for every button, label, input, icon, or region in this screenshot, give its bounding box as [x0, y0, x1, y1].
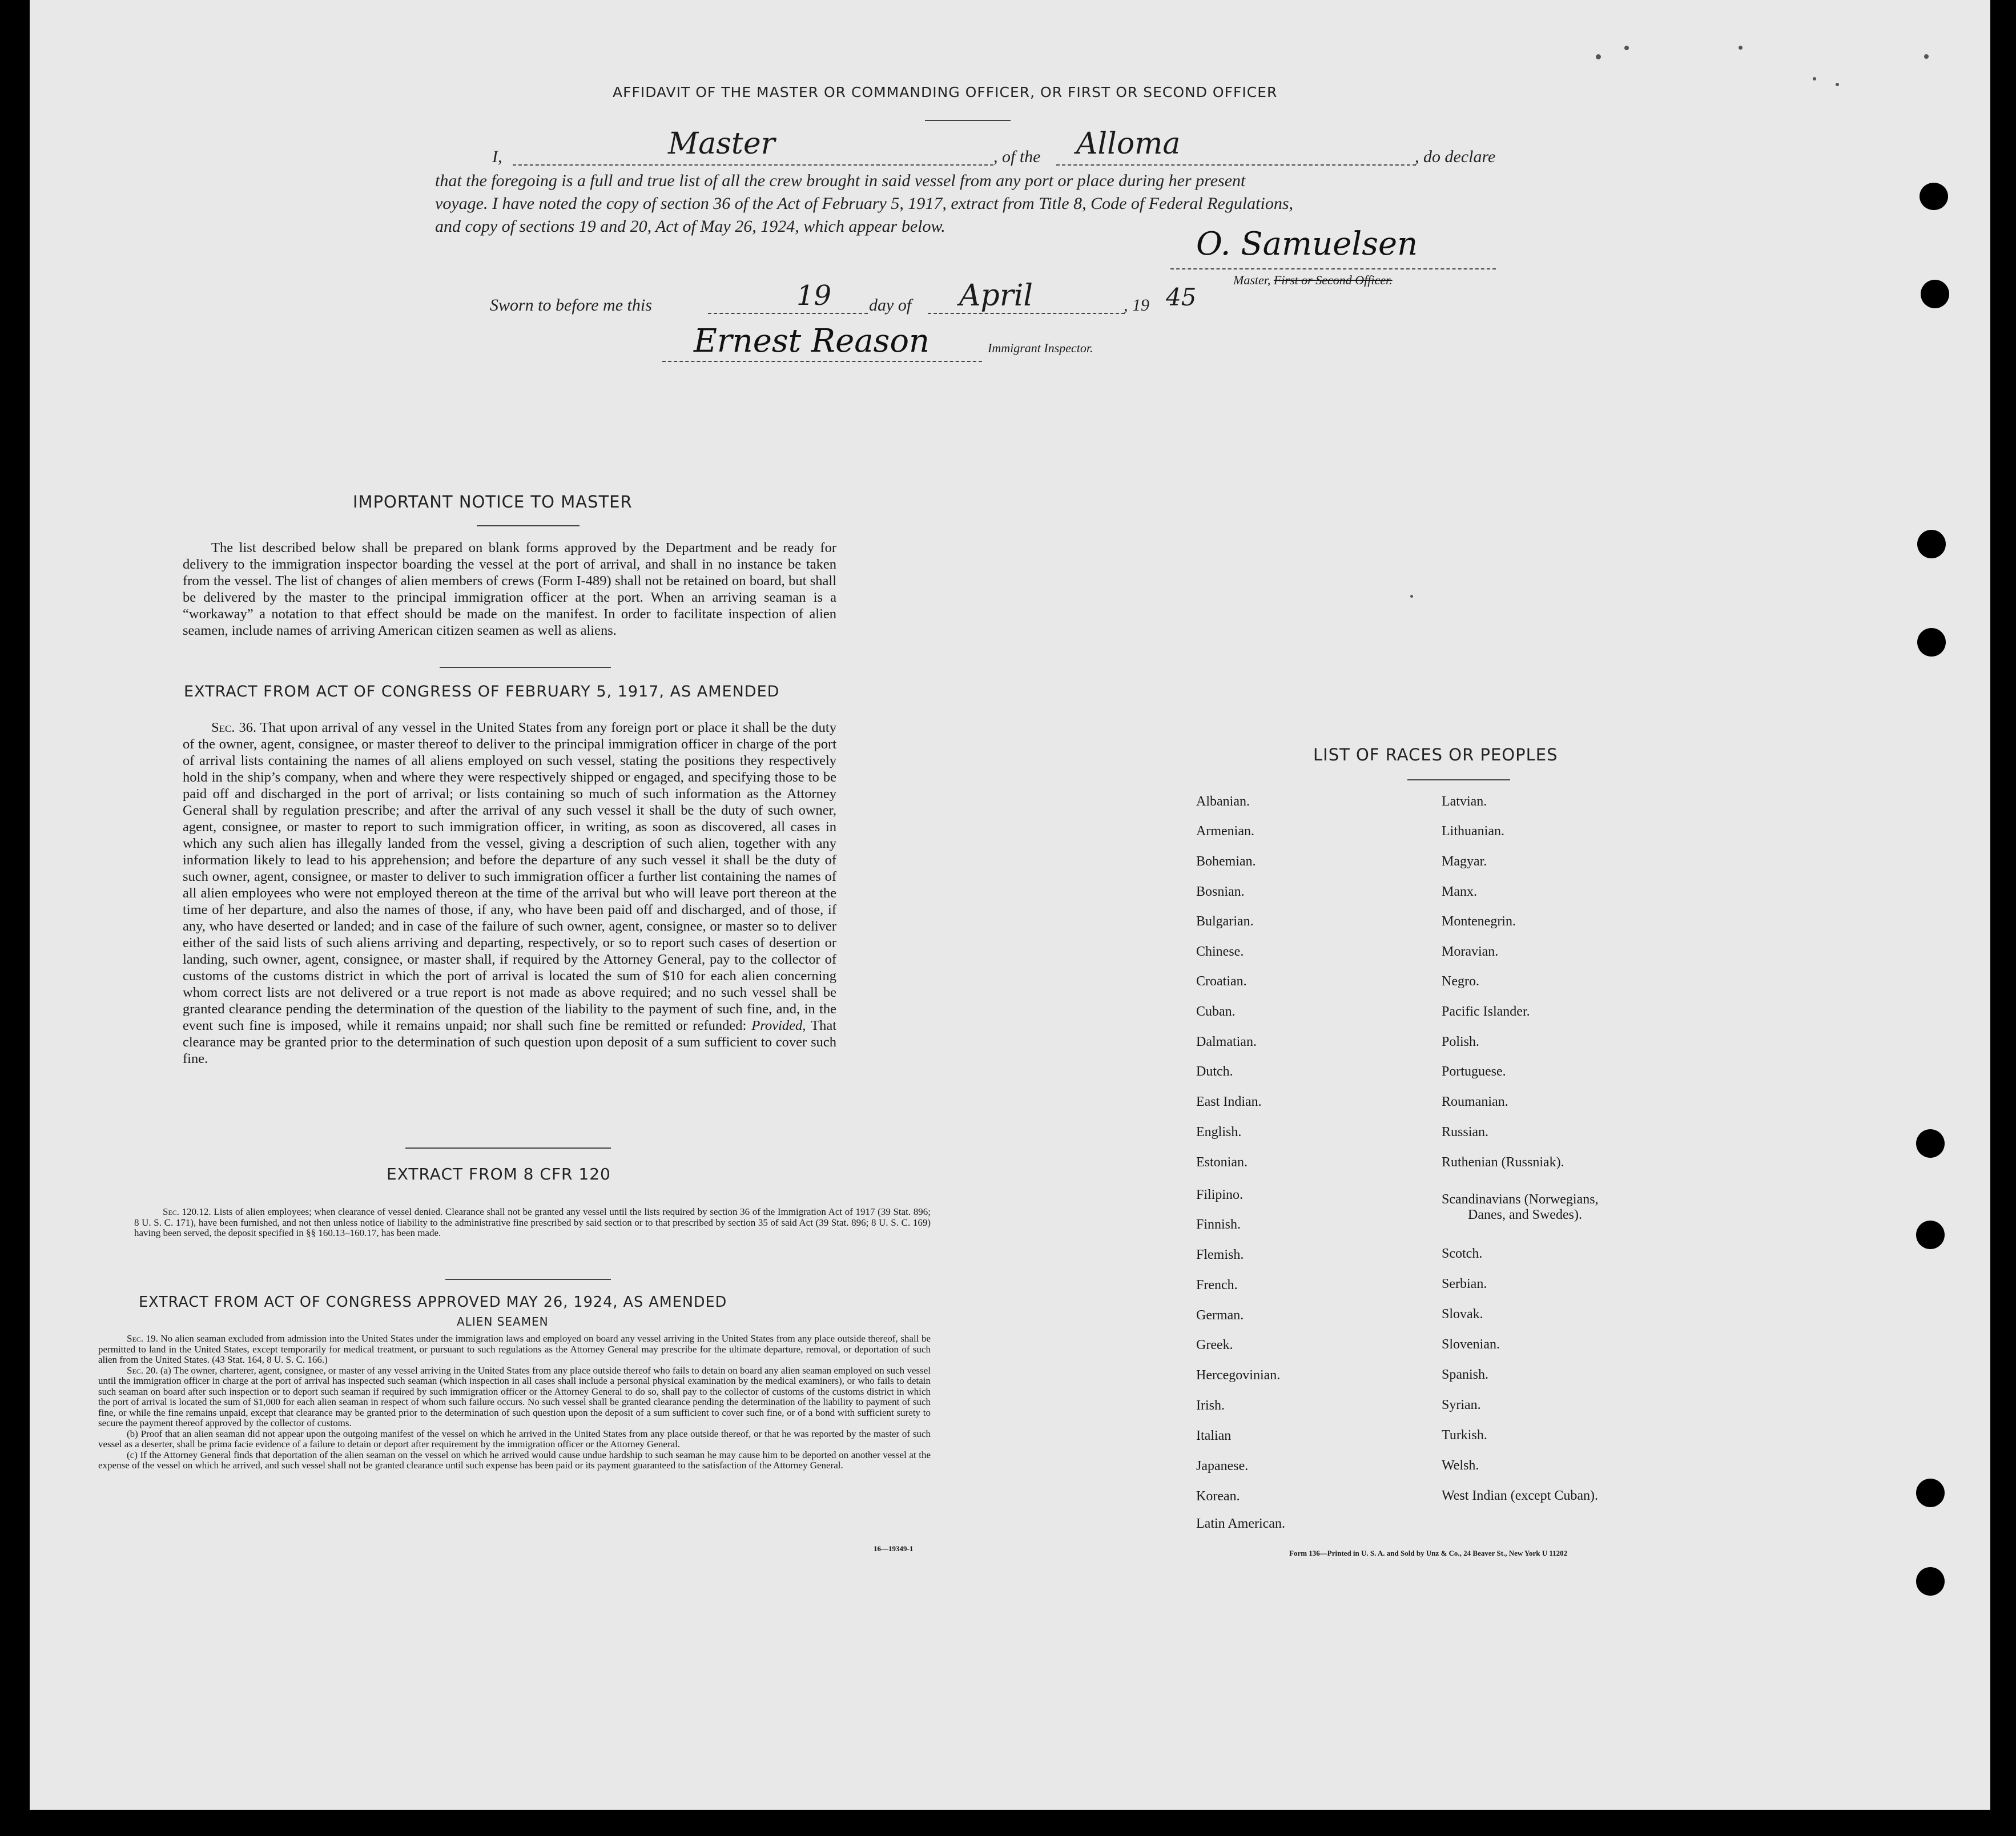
race-item: Welsh.	[1442, 1458, 1479, 1473]
sec-36-body: That upon arrival of any vessel in the United States from any foreign port or place it shall be the duty of the owner, agent, consignee, or master thereof to deliver to the principal immigration officer in charge of the port of arrival lists containing the names of all aliens employed on such vessel, stating the positions they respectively hold in the ship’s company, when and where they were respectively shipped or engaged, and specifying those to be paid off and discharged in the port of arrival; or lists containing so much of such information as the Attorney General shall by regulation prescribe; and after the arrival of any such vessel it shall be the duty of such owner, agent, consignee, or master to report to such immigration officer, in writing, as soon as discovered, all cases in which any such alien has illegally landed from the vessel, giving a description of such alien, together with any information likely to lead to his apprehension; and before the departure of any such vessel it shall be the duty of such owner, agent, consignee, or master to deliver to such immigration officer a further list containing the names of all alien employees who were not employed thereon at the time of the arrival but who will leave port thereon at the time of her departure, and also the names of those, if any, who have been paid off and discharged, and of those, if any, who have deserted or landed; and in case of the failure of such owner, agent, consignee, or master so to deliver either of the said lists of such aliens arriving and departing, respectively, or so to report such cases of desertion or landing, such owner, agent, consignee, or master shall, if required by the Attorney General, pay to the collector of customs of the customs district in which the port of arrival is located the sum of $10 for each alien concerning whom correct lists are not delivered or a true report is not made as above required; and no such vessel shall be granted clearance pending the determination of the question of the liability to the payment of such fine, and, in the event such fine is imposed, while it remains unpaid; nor shall such fine be remitted or refunded:	[183, 720, 836, 1033]
extract-1917-heading: EXTRACT FROM ACT OF CONGRESS OF FEBRUARY 5, 1917, AS AMENDED	[184, 683, 780, 700]
extract-1917-text	[183, 719, 836, 1067]
race-item: Dalmatian.	[1196, 1034, 1257, 1049]
speck	[1596, 54, 1601, 59]
race-item: Slovak.	[1442, 1307, 1483, 1322]
inspector-caption: Immigrant Inspector.	[988, 341, 1093, 355]
speck	[1624, 46, 1629, 50]
race-item: Roumanian.	[1442, 1094, 1508, 1109]
year-handwritten: 45	[1166, 283, 1197, 311]
races-heading: LIST OF RACES OR PEOPLES	[1313, 745, 1558, 764]
day-of-text: day of	[869, 296, 912, 315]
binder-hole	[1916, 1479, 1945, 1507]
race-item: Spanish.	[1442, 1367, 1489, 1382]
speck	[1813, 77, 1816, 80]
speck	[1836, 83, 1839, 86]
heading-rule	[925, 120, 1011, 121]
binder-hole	[1921, 280, 1949, 308]
affidavit-line-4: and copy of sections 19 and 20, Act of May 26, 1924, which appear below.	[435, 217, 945, 236]
race-item: Serbian.	[1442, 1277, 1487, 1291]
sec-19-paragraph	[98, 1334, 931, 1366]
race-item: Ruthenian (Russniak).	[1442, 1155, 1564, 1170]
speck	[1739, 46, 1743, 50]
race-item: Scandinavians (Norwegians,	[1442, 1192, 1599, 1207]
race-item: West Indian (except Cuban).	[1442, 1488, 1598, 1503]
race-item: Montenegrin.	[1442, 914, 1516, 929]
sec-20c-paragraph: (c) If the Attorney General finds that deportation of the alien seaman on the vessel on which he arrived would cause undue hardship to such seaman he may cause him to be deported on another vessel at the expense of the vessel on which he arrived, and such vessel shall not be granted clearance until such expense has been paid or its payment guaranteed to the satisfaction of the Attorney General.	[98, 1449, 931, 1471]
sec-36-label: Sec. 36.	[211, 720, 257, 735]
race-item: Finnish.	[1196, 1217, 1241, 1232]
race-item: French.	[1196, 1278, 1238, 1293]
extract-cfr-text	[134, 1207, 931, 1239]
race-item: Bosnian.	[1196, 884, 1245, 899]
affidavit-heading: AFFIDAVIT OF THE MASTER OR COMMANDING OFFICER, OR FIRST OR SECOND OFFICER	[613, 84, 1278, 100]
year-prefix: , 19	[1124, 296, 1149, 315]
vessel-blank-line	[1056, 164, 1416, 166]
binder-hole	[1916, 1221, 1945, 1249]
race-item: Bulgarian.	[1196, 914, 1254, 929]
sec-20a-body: (a) The owner, charterer, agent, consignee, or master of any vessel arriving in the United States from any place outside thereof who fails to detain on board any alien seaman employed on such vessel until the immigration officer in charge at the port of arrival has inspected such seaman (which inspection in all cases shall include a personal physical examination by the medical examiners), or who fails to detain such seaman on board after such inspection or to deport such seaman if required by such immigration officer or the Attorney General to do so, shall pay to the collector of customs of the customs district in which the port of arrival is located the sum of $1,000 for each alien seaman in respect of whom such failure occurs. No such vessel shall be granted clearance pending the determination of the liability to payment of such fine, or while the fine remains unpaid, except that clearance may be granted prior to the determination of such question upon the deposit of a sum sufficient to cover such fine, or of a bond with sufficient surety to secure the payment thereof approved by the collector of customs.	[98, 1364, 931, 1428]
rank-blank-line	[513, 164, 993, 166]
speck	[1410, 595, 1413, 598]
race-item: Danes, and Swedes).	[1468, 1207, 1582, 1222]
race-item: English.	[1196, 1125, 1242, 1140]
master-signature: O. Samuelsen	[1196, 226, 1418, 263]
binder-hole	[1916, 1567, 1945, 1596]
race-item: Latin American.	[1196, 1516, 1285, 1531]
race-item: Manx.	[1442, 884, 1477, 899]
notice-text: The list described below shall be prepared on blank forms approved by the Department and be ready for delivery to the immigration inspector boarding the vessel at the port of arrival, and shall in no instance be taken from the vessel. The list of changes of alien members of crews (Form I-489) shall not be retained on board, but shall be delivered by the master to the principal immigration officer at the port. When an arriving seaman is a “workaway” a notation to that effect should be made on the manifest. In order to facilitate inspection of alien seamen, include names of arriving American citizen seamen as well as aliens.	[183, 540, 836, 638]
race-item: Portuguese.	[1442, 1064, 1506, 1079]
race-item: Hercegovinian.	[1196, 1368, 1281, 1383]
race-item: Magyar.	[1442, 854, 1487, 869]
binder-hole	[1917, 530, 1946, 558]
sec-20b-paragraph: (b) Proof that an alien seaman did not appear upon the outgoing manifest of the vessel on which he arrived in the United States from any place outside thereof, or that he was reported by the master of such vessel as a deserter, shall be prima facie evidence of a failure to detain or deport after requirement by the immigration officer or the Attorney General.	[98, 1428, 931, 1450]
sec-19-body: No alien seaman excluded from admission into the United States under the immigration laws and employed on board any vessel arriving in the United States from any place outside thereof, shall be permitted to land in the United States, except temporarily for medical treatment, or pursuant to such regulations as the Attorney General may prescribe for the ultimate departure, removal, or deportation of such alien from the United States. (43 Stat. 164, 8 U. S. C. 166.)	[98, 1333, 931, 1365]
extract-cfr-heading: EXTRACT FROM 8 CFR 120	[387, 1165, 611, 1183]
form-printer-note: Form 136—Printed in U. S. A. and Sold by Unz & Co., 24 Beaver St., New York U 11202	[1289, 1549, 1568, 1557]
affidavit-i: I,	[492, 147, 502, 166]
master-caption-rank: Master,	[1233, 273, 1271, 287]
day-handwritten: 19	[796, 280, 832, 312]
race-item: Irish.	[1196, 1398, 1225, 1413]
heading-rule	[477, 525, 580, 526]
race-item: Latvian.	[1442, 794, 1487, 809]
inspector-signature: Ernest Reason	[694, 323, 930, 360]
section-rule	[405, 1148, 611, 1149]
race-item: Syrian.	[1442, 1398, 1481, 1412]
sec-20-label: Sec. 20.	[127, 1364, 158, 1376]
affidavit-line-3: voyage. I have noted the copy of section 36 of the Act of February 5, 1917, extract from Title 8, Code of Federal Regulations,	[435, 194, 1294, 213]
sec-120-12-body: Lists of alien employees; when clearance of vessel denied. Clearance shall not be granted any vessel until the lists required by section 36 of the Immigration Act of 1917 (39 Stat. 896; 8 U. S. C. 171), have been furnished, and not then unless notice of liability to the administrative fine prescribed by said section or to that prescribed by section 35 of said Act (39 Stat. 896; 8 U. S. C. 169) having been served, the deposit specified in §§ 160.13–160.17, has been made.	[134, 1206, 931, 1238]
race-item: Korean.	[1196, 1489, 1240, 1504]
heading-rule	[1407, 779, 1510, 780]
inspector-signature-line	[662, 361, 982, 362]
binder-hole	[1920, 183, 1948, 210]
day-blank-line	[708, 313, 868, 314]
binder-hole	[1916, 1129, 1945, 1158]
do-declare-text: , do declare	[1415, 147, 1496, 166]
section-rule	[440, 667, 611, 668]
month-handwritten: April	[959, 279, 1033, 313]
section-rule	[445, 1279, 611, 1280]
speck	[1924, 54, 1929, 59]
race-item: Negro.	[1442, 974, 1479, 989]
race-item: Italian	[1196, 1428, 1232, 1443]
sec-36-end: That clearance may be granted prior to the determination of such question upon deposit of a sum sufficient to cover such fine.	[183, 1018, 837, 1066]
of-the-text: , of the	[993, 147, 1041, 166]
vessel-handwritten: Alloma	[1076, 127, 1181, 161]
master-caption-struck: First or Second Officer.	[1273, 273, 1393, 287]
race-item: Slovenian.	[1442, 1337, 1500, 1352]
race-item: Polish.	[1442, 1034, 1480, 1049]
race-item: Pacific Islander.	[1442, 1004, 1530, 1019]
sworn-text: Sworn to before me this	[490, 296, 652, 315]
race-item: Flemish.	[1196, 1247, 1244, 1262]
race-item: Chinese.	[1196, 944, 1244, 959]
race-item: German.	[1196, 1308, 1244, 1323]
binder-hole	[1917, 628, 1946, 657]
extract-1924-subheading: ALIEN SEAMEN	[457, 1315, 549, 1328]
form-code: 16—19349-1	[874, 1544, 914, 1553]
rank-handwritten: Master	[668, 127, 775, 161]
month-blank-line	[928, 313, 1125, 314]
race-item: Scotch.	[1442, 1246, 1483, 1261]
sec-120-12-label: Sec. 120.12.	[163, 1206, 211, 1217]
race-item: Croatian.	[1196, 974, 1247, 989]
race-item: Dutch.	[1196, 1064, 1233, 1079]
race-item: Turkish.	[1442, 1428, 1487, 1443]
race-item: Greek.	[1196, 1338, 1233, 1352]
race-item: Moravian.	[1442, 944, 1499, 959]
race-item: Japanese.	[1196, 1459, 1249, 1473]
race-item: East Indian.	[1196, 1094, 1262, 1109]
race-item: Filipino.	[1196, 1187, 1244, 1202]
race-item: Russian.	[1442, 1125, 1489, 1140]
extract-1924-heading: EXTRACT FROM ACT OF CONGRESS APPROVED MAY 26, 1924, AS AMENDED	[139, 1294, 727, 1311]
race-item: Lithuanian.	[1442, 824, 1504, 839]
race-item: Albanian.	[1196, 794, 1250, 809]
provided-word: Provided,	[751, 1018, 806, 1033]
affidavit-line-2: that the foregoing is a full and true list of all the crew brought in said vessel from any port or place during her present	[435, 171, 1246, 190]
race-item: Cuban.	[1196, 1004, 1236, 1019]
sec-20a-paragraph	[98, 1366, 931, 1429]
race-item: Estonian.	[1196, 1155, 1248, 1170]
race-item: Bohemian.	[1196, 854, 1256, 869]
notice-heading: IMPORTANT NOTICE TO MASTER	[353, 492, 633, 512]
extract-1924-text	[98, 1334, 931, 1471]
sec-19-label: Sec. 19.	[127, 1333, 158, 1344]
race-item: Armenian.	[1196, 824, 1254, 839]
master-caption	[1233, 273, 1393, 288]
master-signature-line	[1170, 268, 1496, 269]
